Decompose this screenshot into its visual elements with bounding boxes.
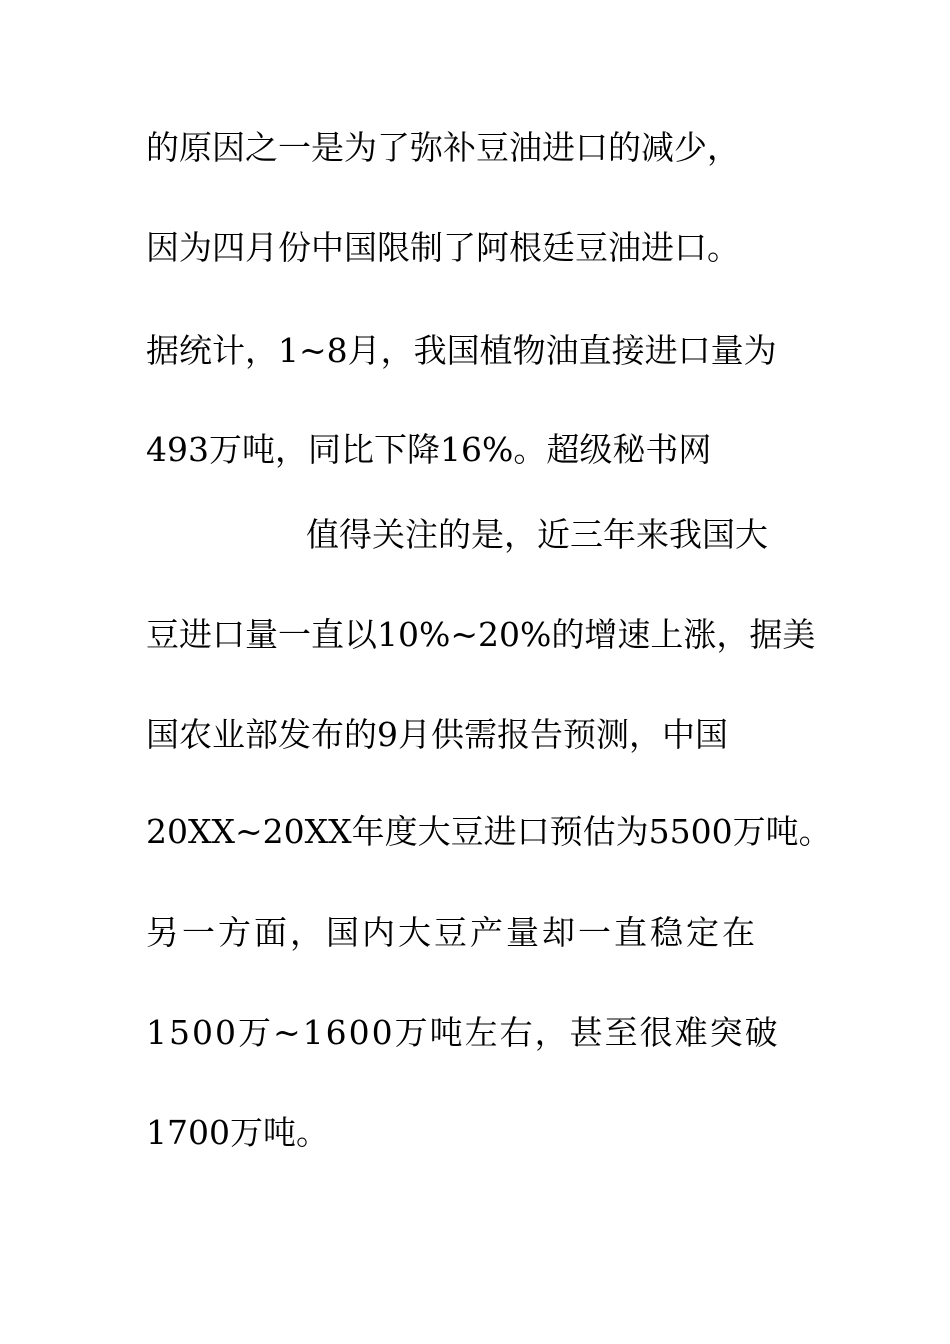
paragraph-line: 据统计，1~8月，我国植物油直接进口量为 bbox=[146, 331, 777, 370]
paragraph-line: 豆进口量一直以10%~20%的增速上涨，据美 bbox=[146, 615, 816, 654]
paragraph-line: 因为四月份中国限制了阿根廷豆油进口。 bbox=[146, 228, 740, 267]
paragraph-line: 值得关注的是，近三年来我国大 bbox=[306, 515, 768, 554]
paragraph-line: 另一方面，国内大豆产量却一直稳定在 bbox=[146, 913, 758, 952]
paragraph-line: 的原因之一是为了弥补豆油进口的减少， bbox=[146, 128, 740, 167]
paragraph-line: 493万吨，同比下降16%。超级秘书网 bbox=[146, 430, 712, 469]
paragraph-line: 国农业部发布的9月供需报告预测，中国 bbox=[146, 715, 728, 754]
paragraph-line: 20XX~20XX年度大豆进口预估为5500万吨。 bbox=[146, 812, 832, 851]
paragraph-line: 1500万~1600万吨左右，甚至很难突破 bbox=[146, 1013, 780, 1052]
paragraph-line: 1700万吨。 bbox=[146, 1113, 329, 1152]
